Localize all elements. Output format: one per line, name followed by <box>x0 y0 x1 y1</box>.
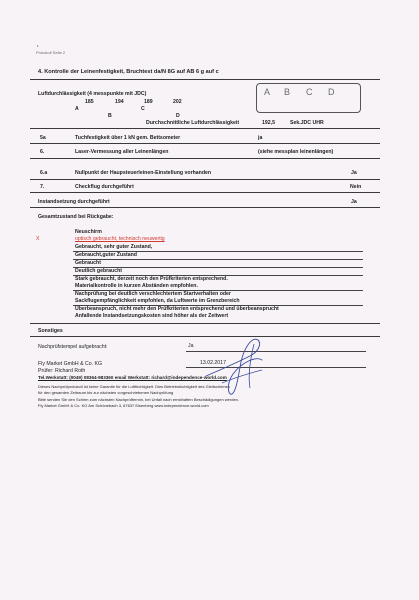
option-11: Anfallende Instandsetzungskosten sind höher als der Zeitwert <box>75 313 229 319</box>
sign-date: 13.02.2017 <box>200 360 226 366</box>
measurement-3: 189 <box>144 99 153 105</box>
overall-mark: X <box>36 236 40 242</box>
row-6a-num: 6.a <box>40 170 48 176</box>
dot-mark: • <box>37 43 39 48</box>
row-6-value: (siehe messplan leinenlängen) <box>258 149 334 155</box>
disclaimer-2: für den gesamten Zeitraum bis zur nächsten vorgeschriebenen Nachprüfung <box>38 390 174 395</box>
inspector-name: Prüfer: Richard Roth <box>38 368 86 374</box>
avg-unit: Sek.JDC UHR <box>290 120 324 126</box>
box-letter-a: A <box>264 87 271 97</box>
point-label-d: D <box>176 113 180 119</box>
option-7: Materialkontrolle in kurzen Abständen empfohlen. <box>75 283 198 289</box>
avg-value: 192,5 <box>262 120 275 126</box>
row-7-num: 7. <box>40 184 45 190</box>
stamp-label: Nachprüfstempel aufgebracht: <box>38 344 108 350</box>
box-letter-c: C <box>306 87 313 97</box>
option-2: Gebraucht, sehr guter Zustand, <box>75 244 153 250</box>
row-5a-value: ja <box>258 135 263 141</box>
option-6: Stark gebraucht, derzeit noch den Prüfkriterien entsprechend. <box>75 276 228 282</box>
measurement-2: 194 <box>115 99 124 105</box>
row-7-value: Nein <box>350 184 362 190</box>
option-10: Überbeanspruch, nicht mehr den Prüfkriterien entsprechend und überbeansprucht <box>75 306 279 312</box>
row-5a-num: 5a <box>40 135 46 141</box>
option-5: Deutlich gebraucht <box>75 268 122 274</box>
page-label: Protokoll Seite 2 <box>36 50 66 55</box>
misc-title: Sonstiges <box>38 328 63 334</box>
disclaimer-4: Fly Market GmbH & Co. KG Am Schönebach 3, 87637 Eisenberg www.independence-world.com <box>38 403 209 408</box>
company-name: Fly Market GmbH & Co. KG <box>38 361 102 367</box>
avg-label: Durchschnittliche Luftdurchlässigkeit <box>146 120 240 126</box>
air-perm-label: Luftdurchlässigkeit (4 messpunkte mit JDC) <box>38 91 147 97</box>
measurement-1: 185 <box>85 99 94 105</box>
option-4: Gebraucht <box>75 260 101 266</box>
option-1: optisch gebraucht, technisch neuwertig <box>75 236 165 242</box>
repair-value: Ja <box>351 199 357 205</box>
option-9: Sackflugempfänglichkeit empfohlen, da Luftwerte im Grenzbereich <box>75 298 240 304</box>
point-label-b: B <box>108 113 112 119</box>
section4-title: 4. Kontrolle der Leinenfestigkeit, Bruchtest da/N 8G auf AB 6 g auf c <box>38 69 219 75</box>
contact-line: Tel.Werkstatt: (0049) 08364-983360 email Werkstatt: richard@independence-world.com <box>38 375 227 380</box>
box-letter-d: D <box>328 87 335 97</box>
option-0: Neuschirm <box>75 229 102 235</box>
point-label-c: C <box>141 106 145 112</box>
stamp-value: Ja <box>188 343 194 349</box>
disclaimer-1: Dieses Nachprüfprotokoll ist keine Garantie für die Luftfüchtigkeit. Dies Betriebstüchtigkeit des Gleitschirmes <box>38 384 230 389</box>
repair-label: Instandsetzung durchgeführt <box>38 199 110 205</box>
row-7-label: Checkflug durchgeführt <box>75 184 134 190</box>
point-label-a: A <box>75 106 79 112</box>
row-6a-label: Nullpunkt der Haupsteuerleinen-Einstellung vorhanden <box>75 170 212 176</box>
measurement-4: 202 <box>173 99 182 105</box>
overall-label: Gesamtzustand bei Rückgabe: <box>38 214 114 220</box>
disclaimer-3: Bitte senden Sie den Schirm zum nächsten Nachprüftermin, bei Unfall nach ernsthaften Beschädigungen werden. <box>38 397 240 402</box>
option-3: Gebraucht,guter Zustand <box>75 252 137 258</box>
row-5a-label: Tuchfestigkeit über 1 kN gem. Bettsometer <box>75 135 181 141</box>
row-6-num: 6. <box>40 149 45 155</box>
row-6a-value: Ja <box>351 170 357 176</box>
row-6-label: Laser-Vermessung aller Leinenlängen <box>75 149 169 155</box>
box-letter-b: B <box>284 87 291 97</box>
option-8: Nachprüfung bei deutlich verschlechtertem Startverhalten oder <box>75 291 231 297</box>
